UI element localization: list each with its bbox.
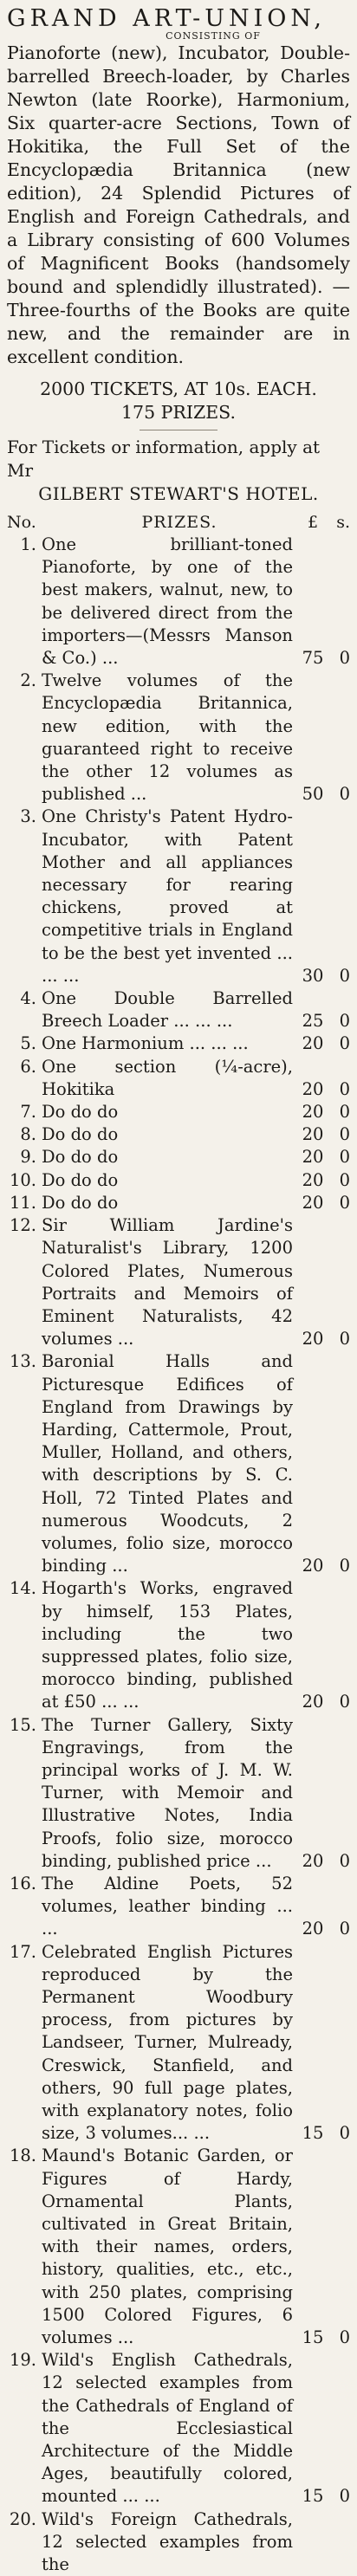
prize-description: Do do do <box>42 1169 119 1190</box>
prize-pounds: 20 <box>302 1169 324 1190</box>
prize-pounds: 30 <box>302 965 324 986</box>
prize-description: The Aldine Poets, 52 volumes, leather binding ... ... <box>42 1873 293 1939</box>
prize-description: Do do do <box>42 1124 119 1145</box>
prize-description: One section (¼-acre), Hokitika <box>42 1056 293 1099</box>
prize-item <box>7 806 350 987</box>
prize-shillings: 0 <box>339 784 350 805</box>
prize-item <box>7 1214 350 1350</box>
prize-number: 15. <box>9 1714 36 1735</box>
prize-number: 20. <box>9 2508 36 2529</box>
prize-number: 9. <box>20 1147 36 1168</box>
prize-number: 7. <box>20 1102 36 1123</box>
prize-shillings: 0 <box>339 1033 350 1054</box>
prize-number: 2. <box>20 670 36 691</box>
prize-list-header <box>7 511 350 534</box>
prize-description: Wild's English Cathedrals, 12 selected examples from the Cathedrals of England of the Ecclesiastical Architecture of the Middle Ages, beautifully colored, mounted ... ... <box>42 2350 293 2507</box>
prize-item <box>7 987 350 1032</box>
hotel-name: GILBERT STEWART'S HOTEL. <box>38 483 319 504</box>
header-shillings: s. <box>336 513 350 532</box>
prize-number: 14. <box>9 1578 36 1599</box>
prize-description: One brilliant-toned Pianoforte, by one of the best makers, walnut, new, to be delivered direct from the importers—(Messrs Manson & Co.) ... <box>42 534 293 669</box>
prize-shillings: 0 <box>339 965 350 986</box>
prize-item <box>7 534 350 670</box>
header-pounds: £ <box>307 513 319 532</box>
prize-description: Celebrated English Pictures reproduced by the Permanent Woodbury process, from pictures by Landseer, Turner, Mulready, Creswick, Stanfield, and others, 90 full page plates, with explanatory notes, folio size, 3 volumes... ... <box>42 1941 293 2144</box>
prize-description: Do do do <box>42 1192 119 1213</box>
prize-number: 6. <box>20 1056 36 1077</box>
prize-item <box>7 1350 350 1577</box>
prize-description: One Harmonium ... ... ... <box>42 1033 249 1054</box>
prize-number: 19. <box>9 2350 36 2371</box>
apply-line: For Tickets or information, apply at Mr <box>7 437 321 481</box>
prize-description: Baronial Halls and Picturesque Edifices of England from Drawings by Harding, Cattermole, Prout, Muller, Holland, and others, with descriptions by S. C. Holl, 72 Tinted Plates and numerous Woodcuts, 2 volumes, folio size, morocco binding ... <box>42 1351 293 1576</box>
prize-shillings: 0 <box>339 1102 350 1123</box>
prize-pounds: 20 <box>302 1102 324 1123</box>
prize-item <box>7 1032 350 1055</box>
prize-number: 11. <box>9 1192 36 1213</box>
prize-number: 1. <box>20 534 36 554</box>
prize-number: 17. <box>9 1941 36 1962</box>
prize-item <box>7 1714 350 1873</box>
prize-shillings: 0 <box>339 2486 350 2507</box>
prize-shillings: 0 <box>339 1147 350 1168</box>
prize-item <box>7 1123 350 1146</box>
header-prizes: PRIZES. <box>141 513 217 532</box>
prize-number: 4. <box>20 988 36 1009</box>
prize-number: 5. <box>20 1033 36 1054</box>
prize-pounds: 20 <box>302 1078 324 1099</box>
prize-item <box>7 1192 350 1214</box>
prize-shillings: 0 <box>339 1192 350 1213</box>
prize-description: Sir William Jardine's Naturalist's Library, 1200 Colored Plates, Numerous Portraits and Memoirs of Eminent Naturalists, 42 volumes ... <box>42 1215 293 1349</box>
prize-shillings: 0 <box>339 1011 350 1032</box>
prize-pounds: 20 <box>302 1329 324 1349</box>
prize-description: The Turner Gallery, Sixty Engravings, from the principal works of J. M. W. Turner, with Memoir and Illustrative Notes, India Proofs, folio size, morocco binding, published price ... <box>42 1714 293 1871</box>
prize-pounds: 25 <box>302 1011 324 1032</box>
prize-pounds: 20 <box>302 1192 324 1213</box>
prize-number: 10. <box>9 1169 36 1190</box>
consisting-of-label: CONSISTING OF <box>166 30 261 42</box>
prize-item <box>7 1873 350 1941</box>
prize-number: 8. <box>20 1124 36 1145</box>
prize-pounds: 15 <box>302 2327 324 2348</box>
prize-description: Hogarth's Works, engraved by himself, 153 Plates, including the two suppressed plates, folio size, morocco binding, published at £50 ... ... <box>42 1578 293 1712</box>
prize-pounds: 20 <box>302 1919 324 1939</box>
tickets-line: 2000 TICKETS, AT 10s. EACH. <box>40 379 317 399</box>
prize-number: 12. <box>9 1215 36 1236</box>
prize-shillings: 0 <box>339 2327 350 2348</box>
prize-shillings: 0 <box>339 1850 350 1871</box>
prize-list <box>7 534 350 2576</box>
prize-description: Twelve volumes of the Encyclopædia Britannica, new edition, with the guaranteed right to receive the other 12 volumes as published ... <box>42 670 293 805</box>
prize-pounds: 15 <box>302 2123 324 2144</box>
prize-item <box>7 1169 350 1192</box>
prize-pounds: 20 <box>302 1147 324 1168</box>
prize-number: 16. <box>9 1873 36 1893</box>
prize-description: Maund's Botanic Garden, or Figures of Hardy, Ornamental Plants, cultivated in Great Britain, with their names, orders, history, qualities, etc., etc., with 250 plates, comprising 1500 Colored Figures, 6 volumes ... <box>42 2146 293 2348</box>
prize-pounds: 50 <box>302 784 324 805</box>
prize-shillings: 0 <box>339 1169 350 1190</box>
prize-description: Do do do <box>42 1102 119 1123</box>
prize-item <box>7 1146 350 1168</box>
prize-pounds: 20 <box>302 1124 324 1145</box>
prize-shillings: 0 <box>339 1078 350 1099</box>
prize-description: Wild's Foreign Cathedrals, 12 selected examples from the <box>42 2508 293 2575</box>
prize-description: One Christy's Patent Hydro-Incubator, with Patent Mother and all appliances necessary for rearing chickens, proved at competitive trials in England to be the best yet invented ... ... ... <box>42 806 293 986</box>
prize-item <box>7 1056 350 1101</box>
prize-item <box>7 2508 350 2576</box>
advert-title: GRAND ART-UNION, <box>7 5 326 32</box>
prize-pounds: 15 <box>302 2486 324 2507</box>
prize-shillings: 0 <box>339 648 350 669</box>
prize-item <box>7 1577 350 1713</box>
prize-number: 3. <box>20 806 36 827</box>
prize-item <box>7 1941 350 2146</box>
prize-shillings: 0 <box>339 1329 350 1349</box>
prize-item <box>7 670 350 806</box>
prize-description: One Double Barrelled Breech Loader ... ... ... <box>42 988 293 1032</box>
prize-shillings: 0 <box>339 1556 350 1576</box>
prize-pounds: 20 <box>302 1850 324 1871</box>
prize-shillings: 0 <box>339 1919 350 1939</box>
prize-shillings: 0 <box>339 1124 350 1145</box>
prize-pounds: 20 <box>302 1033 324 1054</box>
prize-number: 13. <box>9 1351 36 1372</box>
prizes-count-line: 175 PRIZES. <box>120 402 236 423</box>
prize-pounds: 20 <box>302 1692 324 1712</box>
prize-pounds: 20 <box>302 1556 324 1576</box>
prize-shillings: 0 <box>339 1692 350 1712</box>
prize-description: Do do do <box>42 1147 119 1168</box>
prize-item <box>7 2349 350 2508</box>
prize-number: 18. <box>9 2146 36 2166</box>
prize-shillings: 0 <box>339 2123 350 2144</box>
prize-item <box>7 1101 350 1123</box>
prize-pounds: 75 <box>302 648 324 669</box>
prize-item <box>7 2145 350 2349</box>
intro-paragraph: Pianoforte (new), Incubator, Double-barrelled Breech-loader, by Charles Newton (late Roorke), Harmonium, Six quarter-acre Sections, Town of Hokitika, the Full Set of the Encyclopædia Britannica (new edition), 24 Splendid Pictures of English and Foreign Cathedrals, and a Library consisting of 600 Volumes of Magnificent Books (handsomely bound and splendidly illustrated). — Three-fourths of the Books are quite new, and the remainder are in excellent condition. <box>7 42 350 367</box>
header-no: No. <box>7 513 36 532</box>
